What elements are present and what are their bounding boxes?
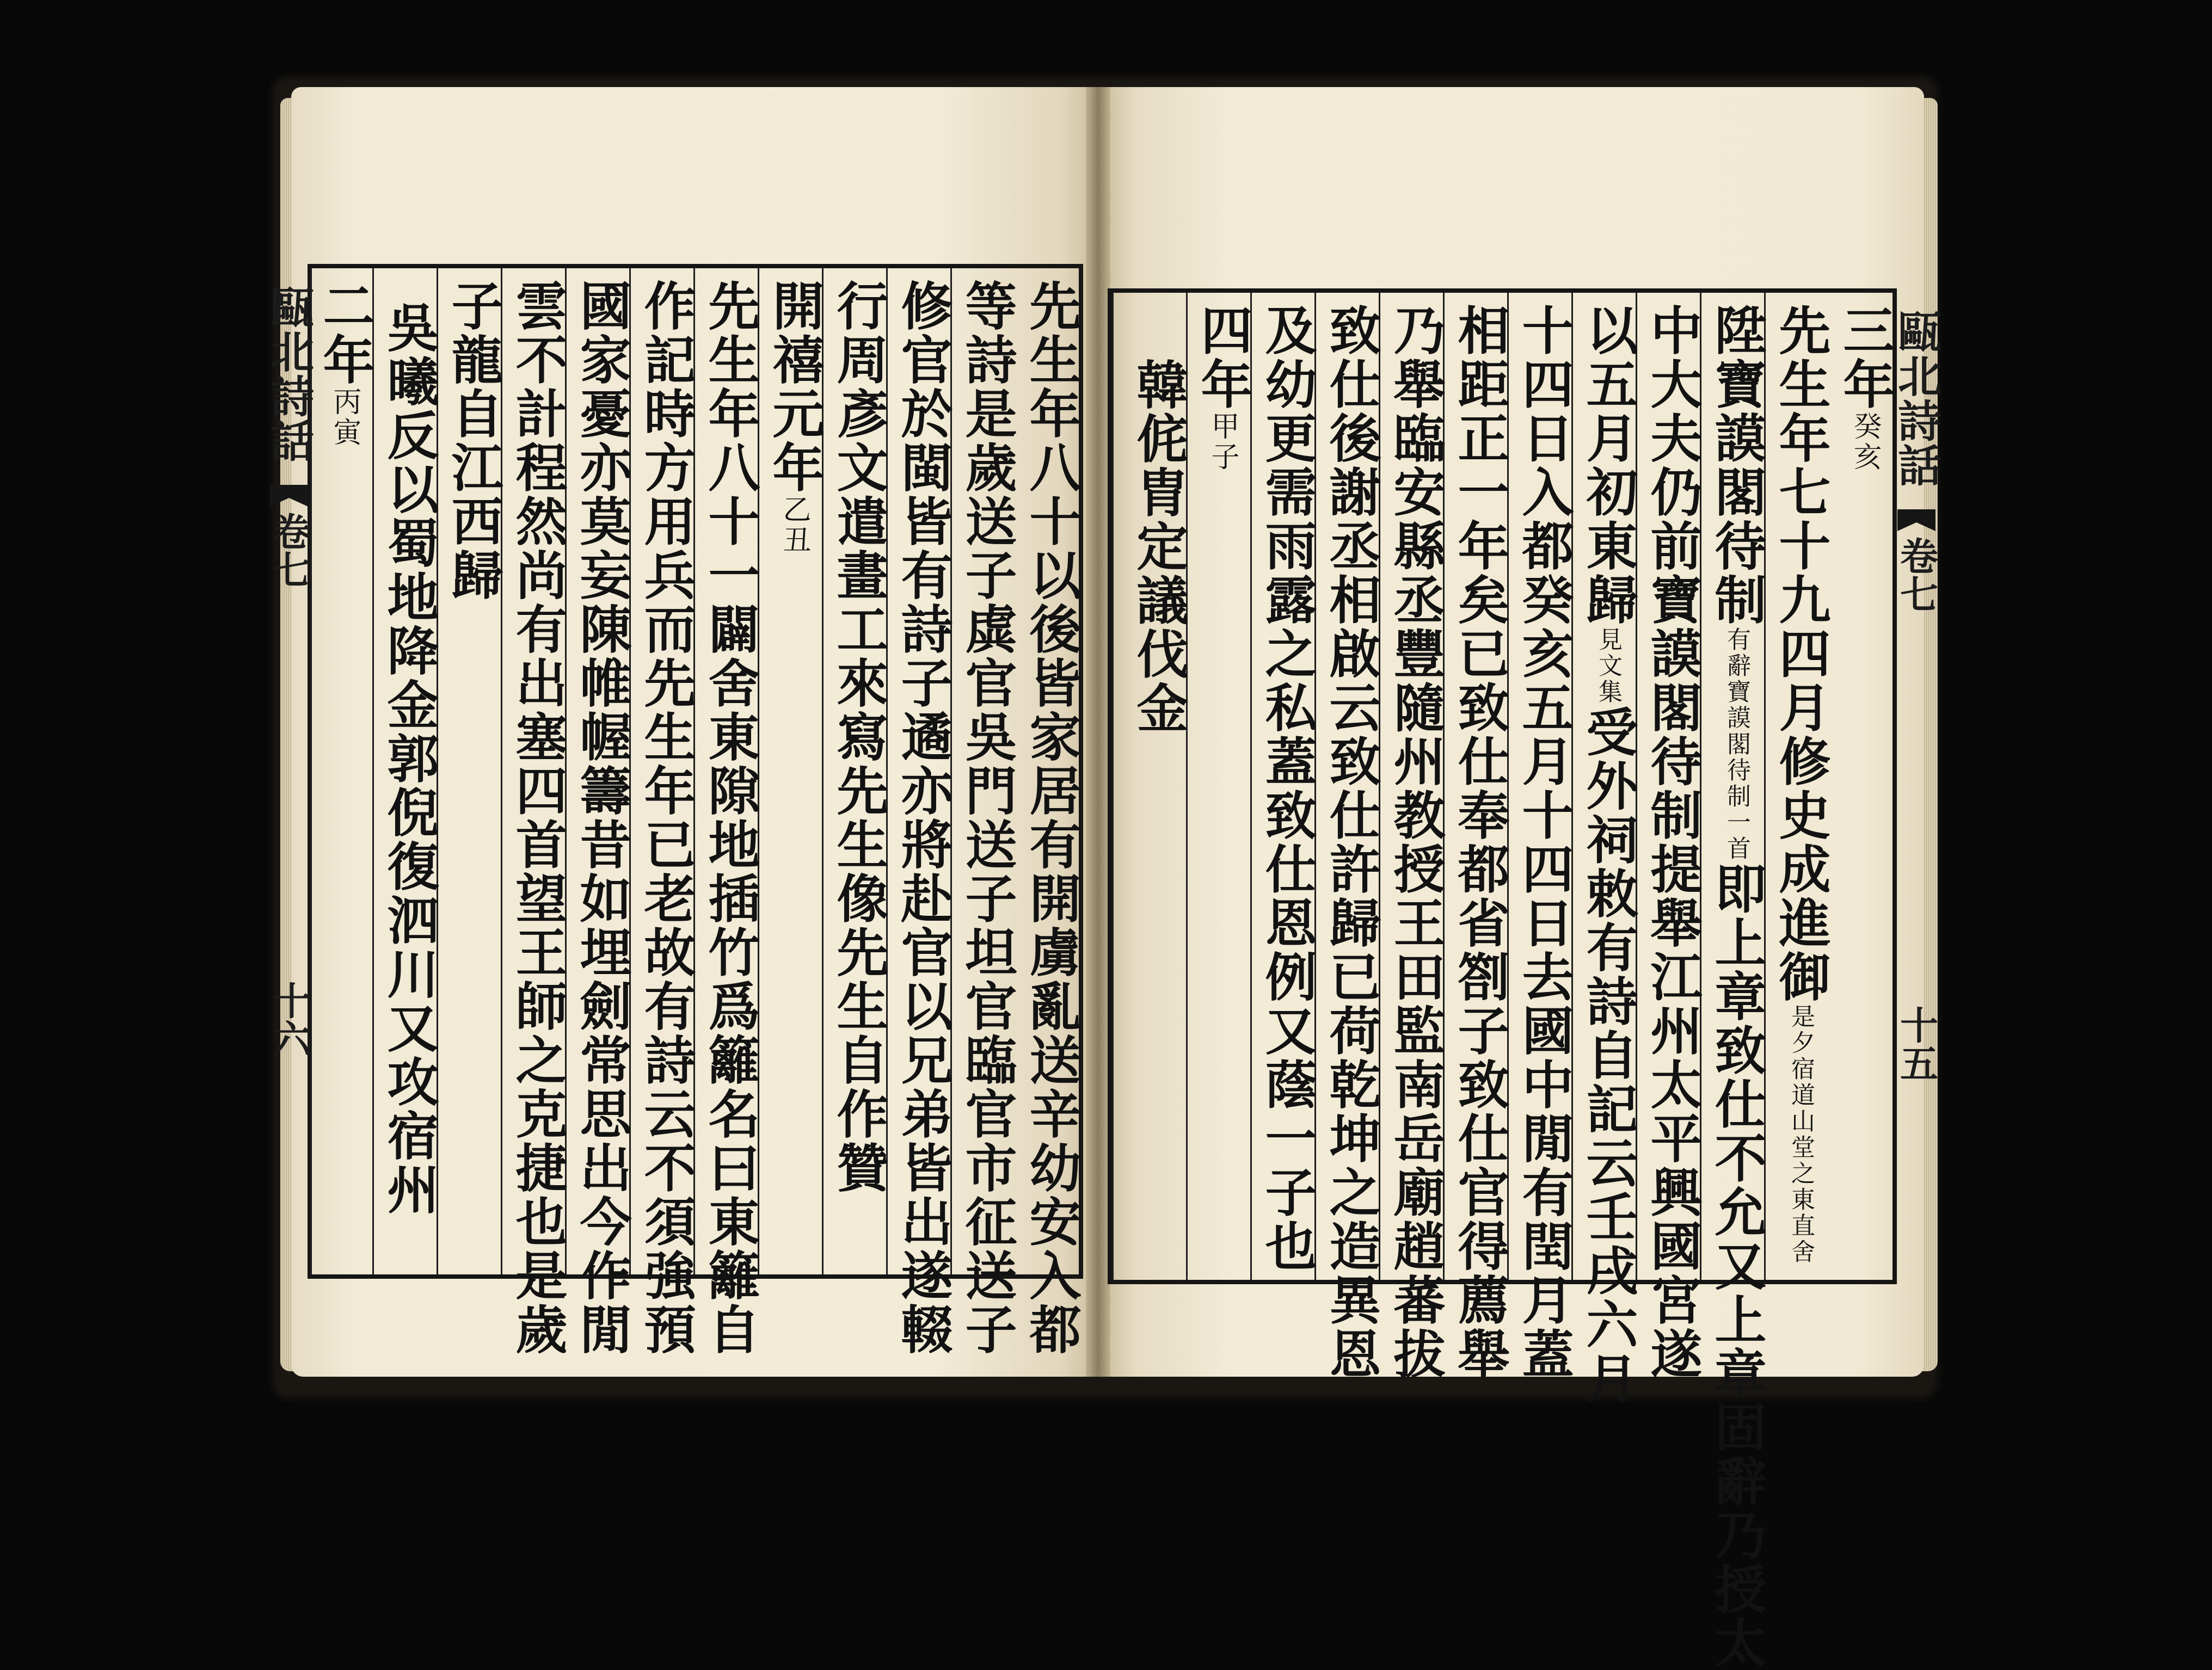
text-column: 乃舉臨安縣丞豐隨州教授王田監南岳廟趙蕃拔 xyxy=(1379,293,1443,1280)
text-column: 雲不計程然尚有出塞四首望王師之克捷也是歲 xyxy=(501,268,565,1274)
text-column: 陞寶謨閣待制有辭寶謨閣待制一首即上章致仕不允又上章固辭乃授太 xyxy=(1700,293,1764,1280)
banxin-volume: 卷七 xyxy=(266,512,312,588)
year-heading: 四年甲子 xyxy=(1186,293,1250,1280)
text-column: 十四日入都癸亥五月十四日去國中閒有閏月蓋 xyxy=(1507,293,1571,1280)
banxin-volume: 卷七 xyxy=(1894,537,1939,613)
book-gutter xyxy=(1086,87,1110,1377)
text-column: 相距正一年矣已致仕奉都省劄子致仕官得薦舉 xyxy=(1443,293,1507,1280)
year-heading: 二年丙寅 xyxy=(310,268,372,1274)
banxin-page-number: 十五 xyxy=(1894,1006,1939,1082)
text-column: 韓侂胄定議伐金 xyxy=(1112,293,1186,1280)
text-column: 先生年七十九四月修史成進御是夕宿道山堂之東直舍 xyxy=(1764,293,1828,1280)
left-banxin xyxy=(263,268,315,1274)
text-column: 等詩是歲送子虡官吳門送子坦官臨官市征送子 xyxy=(950,268,1015,1274)
text-column: 先生年八十一闢舍東隙地插竹爲籬名曰東籬自 xyxy=(693,268,758,1274)
text-column: 以五月初東歸見文集受外祠敕有詩自記云壬戌六月 xyxy=(1571,293,1636,1280)
right-banxin xyxy=(1890,293,1942,1280)
text-column: 及幼更需雨露之私蓋致仕恩例又蔭一子也 xyxy=(1250,293,1314,1280)
year-heading: 三年癸亥 xyxy=(1835,304,1895,472)
text-column: 作記時方用兵而先生年已老故有詩云不須強預 xyxy=(629,268,693,1274)
text-column: 修官於閩皆有詩子遹亦將赴官以兄弟皆出遂輟 xyxy=(886,268,950,1274)
text-column: 先生年八十以後皆家居有開虜亂送辛幼安入都 xyxy=(1021,279,1082,1357)
text-column: 致仕後謝丞相啟云致仕許歸已荷乾坤之造異恩 xyxy=(1314,293,1379,1280)
banxin-title: 甌北詩話 xyxy=(263,285,315,463)
text-column: 中大夫仍前寶謨閣待制提舉江州太平興國宮遂 xyxy=(1636,293,1700,1280)
banxin-title: 甌北詩話 xyxy=(1890,309,1942,488)
banxin-page-number: 十六 xyxy=(266,981,312,1057)
fishtail-mark xyxy=(1897,509,1936,531)
left-text-frame xyxy=(263,264,1083,1357)
right-text-frame xyxy=(1108,288,1942,1670)
text-column: 行周彥文遣畫工來寫先生像先生自作贊 xyxy=(822,268,886,1274)
text-column: 吳曦反以蜀地降金郭倪復泗川又攻宿州 xyxy=(372,268,437,1274)
text-column: 國家憂亦莫妄陳帷幄籌昔如埋劍常思出今作閒 xyxy=(565,268,629,1274)
text-column: 子龍自江西歸 xyxy=(437,268,501,1274)
fishtail-mark xyxy=(270,485,308,507)
year-heading: 開禧元年乙丑 xyxy=(758,268,822,1274)
